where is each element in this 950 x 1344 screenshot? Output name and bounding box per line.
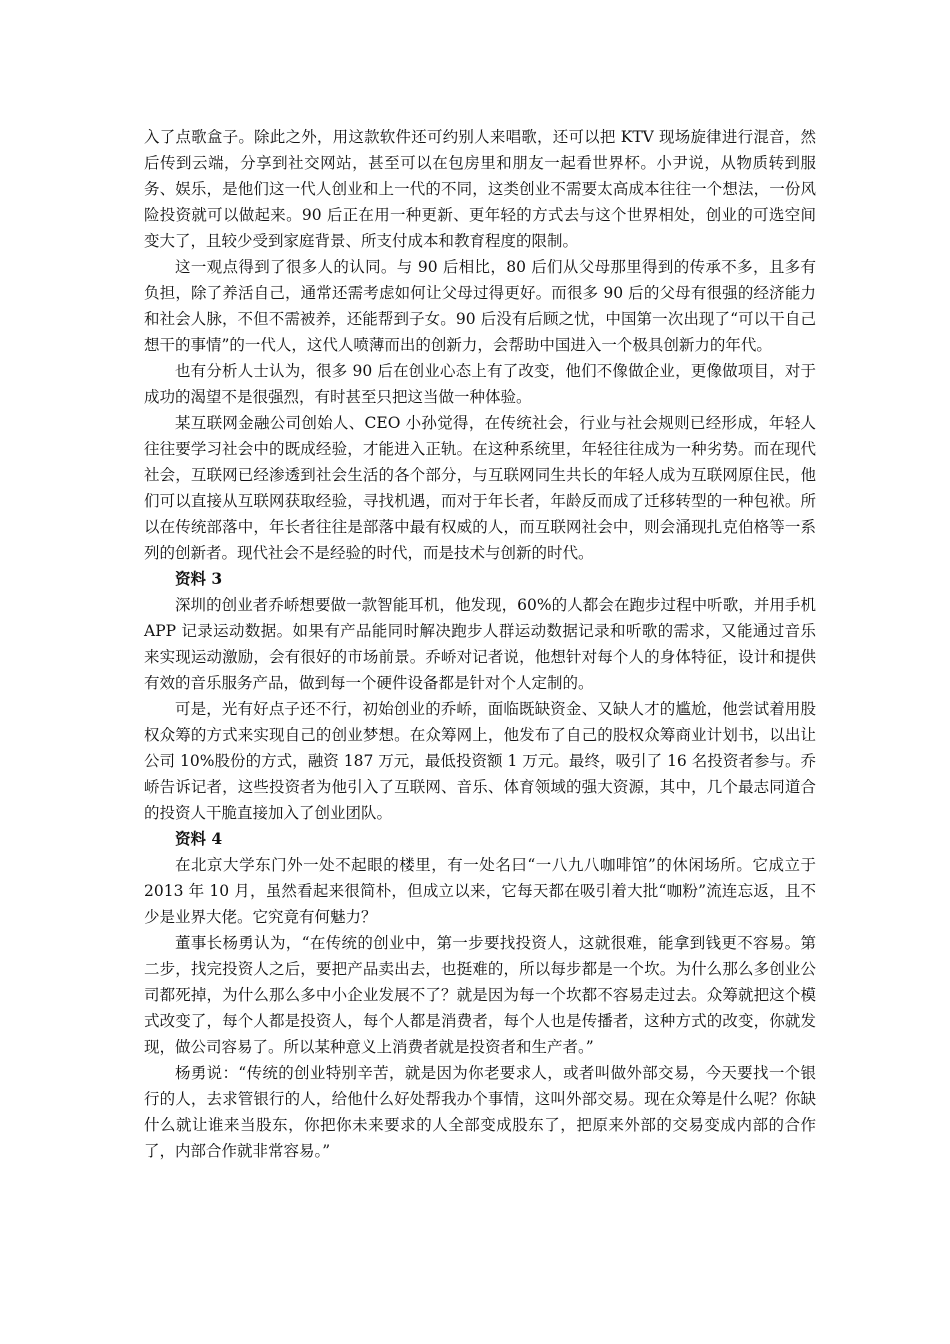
paragraph-ceo-view: 某互联网金融公司创始人、CEO 小孙觉得，在传统社会，行业与社会规则已经形成，年轻人往往要学习社会中的既成经验，才能进入正轨。在这种系统里，年轻往往成为一种劣势。而在现代社会，互联网已经渗透到社会生活的各个部分，与互联网同生共长的年轻人成为互联网原住民，他们可以直接从互联网获取经验，寻找机遇，而对于年长者，年龄反而成了迁移转型的一种包袱。所以在传统部落中，年长者往往是部落中最有权威的人，而互联网社会中，则会涌现扎克伯格等一系列的创新者。现代社会不是经验的时代，而是技术与创新的时代。 <box>144 414 816 562</box>
paragraph-analyst-view: 也有分析人士认为，很多 90 后在创业心态上有了改变，他们不像做企业，更像做项目，对于成功的渴望不是很强烈，有时甚至只把这当做一种体验。 <box>144 362 816 406</box>
paragraph-1898-cafe: 在北京大学东门外一处不起眼的楼里，有一处名曰“一八九八咖啡馆”的休闲场所。它成立于 2013 年 10 月，虽然看起来很简朴，但成立以来，它每天都在吸引着大批“咖粉”流连忘返，且不少是业界大佬。它究竟有何魅力？ <box>144 856 816 926</box>
paragraph-equity-crowdfunding: 可是，光有好点子还不行，初始创业的乔峤，面临既缺资金、又缺人才的尴尬，他尝试着用股权众筹的方式来实现自己的创业梦想。在众筹网上，他发布了自己的股权众筹商业计划书，以出让公司 10%股份的方式，融资 187 万元，最低投资额 1 万元。最终，吸引了 16 名投资者参与。乔峤告诉记者，这些投资者为他引入了互联网、音乐、体育领域的强大资源，其中，几个最志同道合的投资人干脆直接加入了创业团队。 <box>144 700 816 822</box>
document-page <box>144 124 816 1164</box>
section-heading-material-3: 资料 3 <box>175 569 223 588</box>
paragraph-chairman-view: 董事长杨勇认为，“在传统的创业中，第一步要找投资人，这就很难，能拿到钱更不容易。第二步，找完投资人之后，要把产品卖出去，也挺难的，所以每步都是一个坎。为什么那么多创业公司都死掉，为什么那么多中小企业发展不了？就是因为每一个坎都不容易走过去。众筹就把这个模式改变了，每个人都是投资人，每个人都是消费者，每个人也是传播者，这种方式的改变，你就发现，做公司容易了。所以某种意义上消费者就是投资者和生产者。” <box>144 934 816 1056</box>
paragraph-karaoke-app: 入了点歌盒子。除此之外，用这款软件还可约别人来唱歌，还可以把 KTV 现场旋律进行混音，然后传到云端，分享到社交网站，甚至可以在包房里和朋友一起看世界杯。小尹说，从物质转到服务、娱乐，是他们这一代人创业和上一代的不同，这类创业不需要太高成本往往一个想法，一份风险投资就可以做起来。90 后正在用一种更新、更年轻的方式去与这个世界相处，创业的可选空间变大了，且较少受到家庭背景、所支付成本和教育程度的限制。 <box>144 128 816 250</box>
paragraph-yang-quote: 杨勇说：“传统的创业特别辛苦，就是因为你老要求人，或者叫做外部交易，今天要找一个银行的人，去求管银行的人，给他什么好处帮我办个事情，这叫外部交易。现在众筹是什么呢？你缺什么就让谁来当股东，你把你未来要求的人全部变成股东了，把原来外部的交易变成内部的合作了，内部合作就非常容易。” <box>144 1064 816 1160</box>
section-heading-material-4: 资料 4 <box>175 829 223 848</box>
paragraph-smart-earphone: 深圳的创业者乔峤想要做一款智能耳机，他发现，60%的人都会在跑步过程中听歌，并用手机 APP 记录运动数据。如果有产品能同时解决跑步人群运动数据记录和听歌的需求，又能通过音乐来实现运动激励，会有很好的市场前景。乔峤对记者说，他想针对每个人的身体特征，设计和提供有效的音乐服务产品，做到每一个硬件设备都是针对个人定制的。 <box>144 596 816 692</box>
paragraph-post90-recognition: 这一观点得到了很多人的认同。与 90 后相比，80 后们从父母那里得到的传承不多，且多有负担，除了养活自己，通常还需考虑如何让父母过得更好。而很多 90 后的父母有很强的经济能力和社会人脉，不但不需被养，还能帮到子女。90 后没有后顾之忧，中国第一次出现了“可以干自己想干的事情”的一代人，这代人喷薄而出的创新力，会帮助中国进入一个极具创新力的年代。 <box>144 258 816 354</box>
